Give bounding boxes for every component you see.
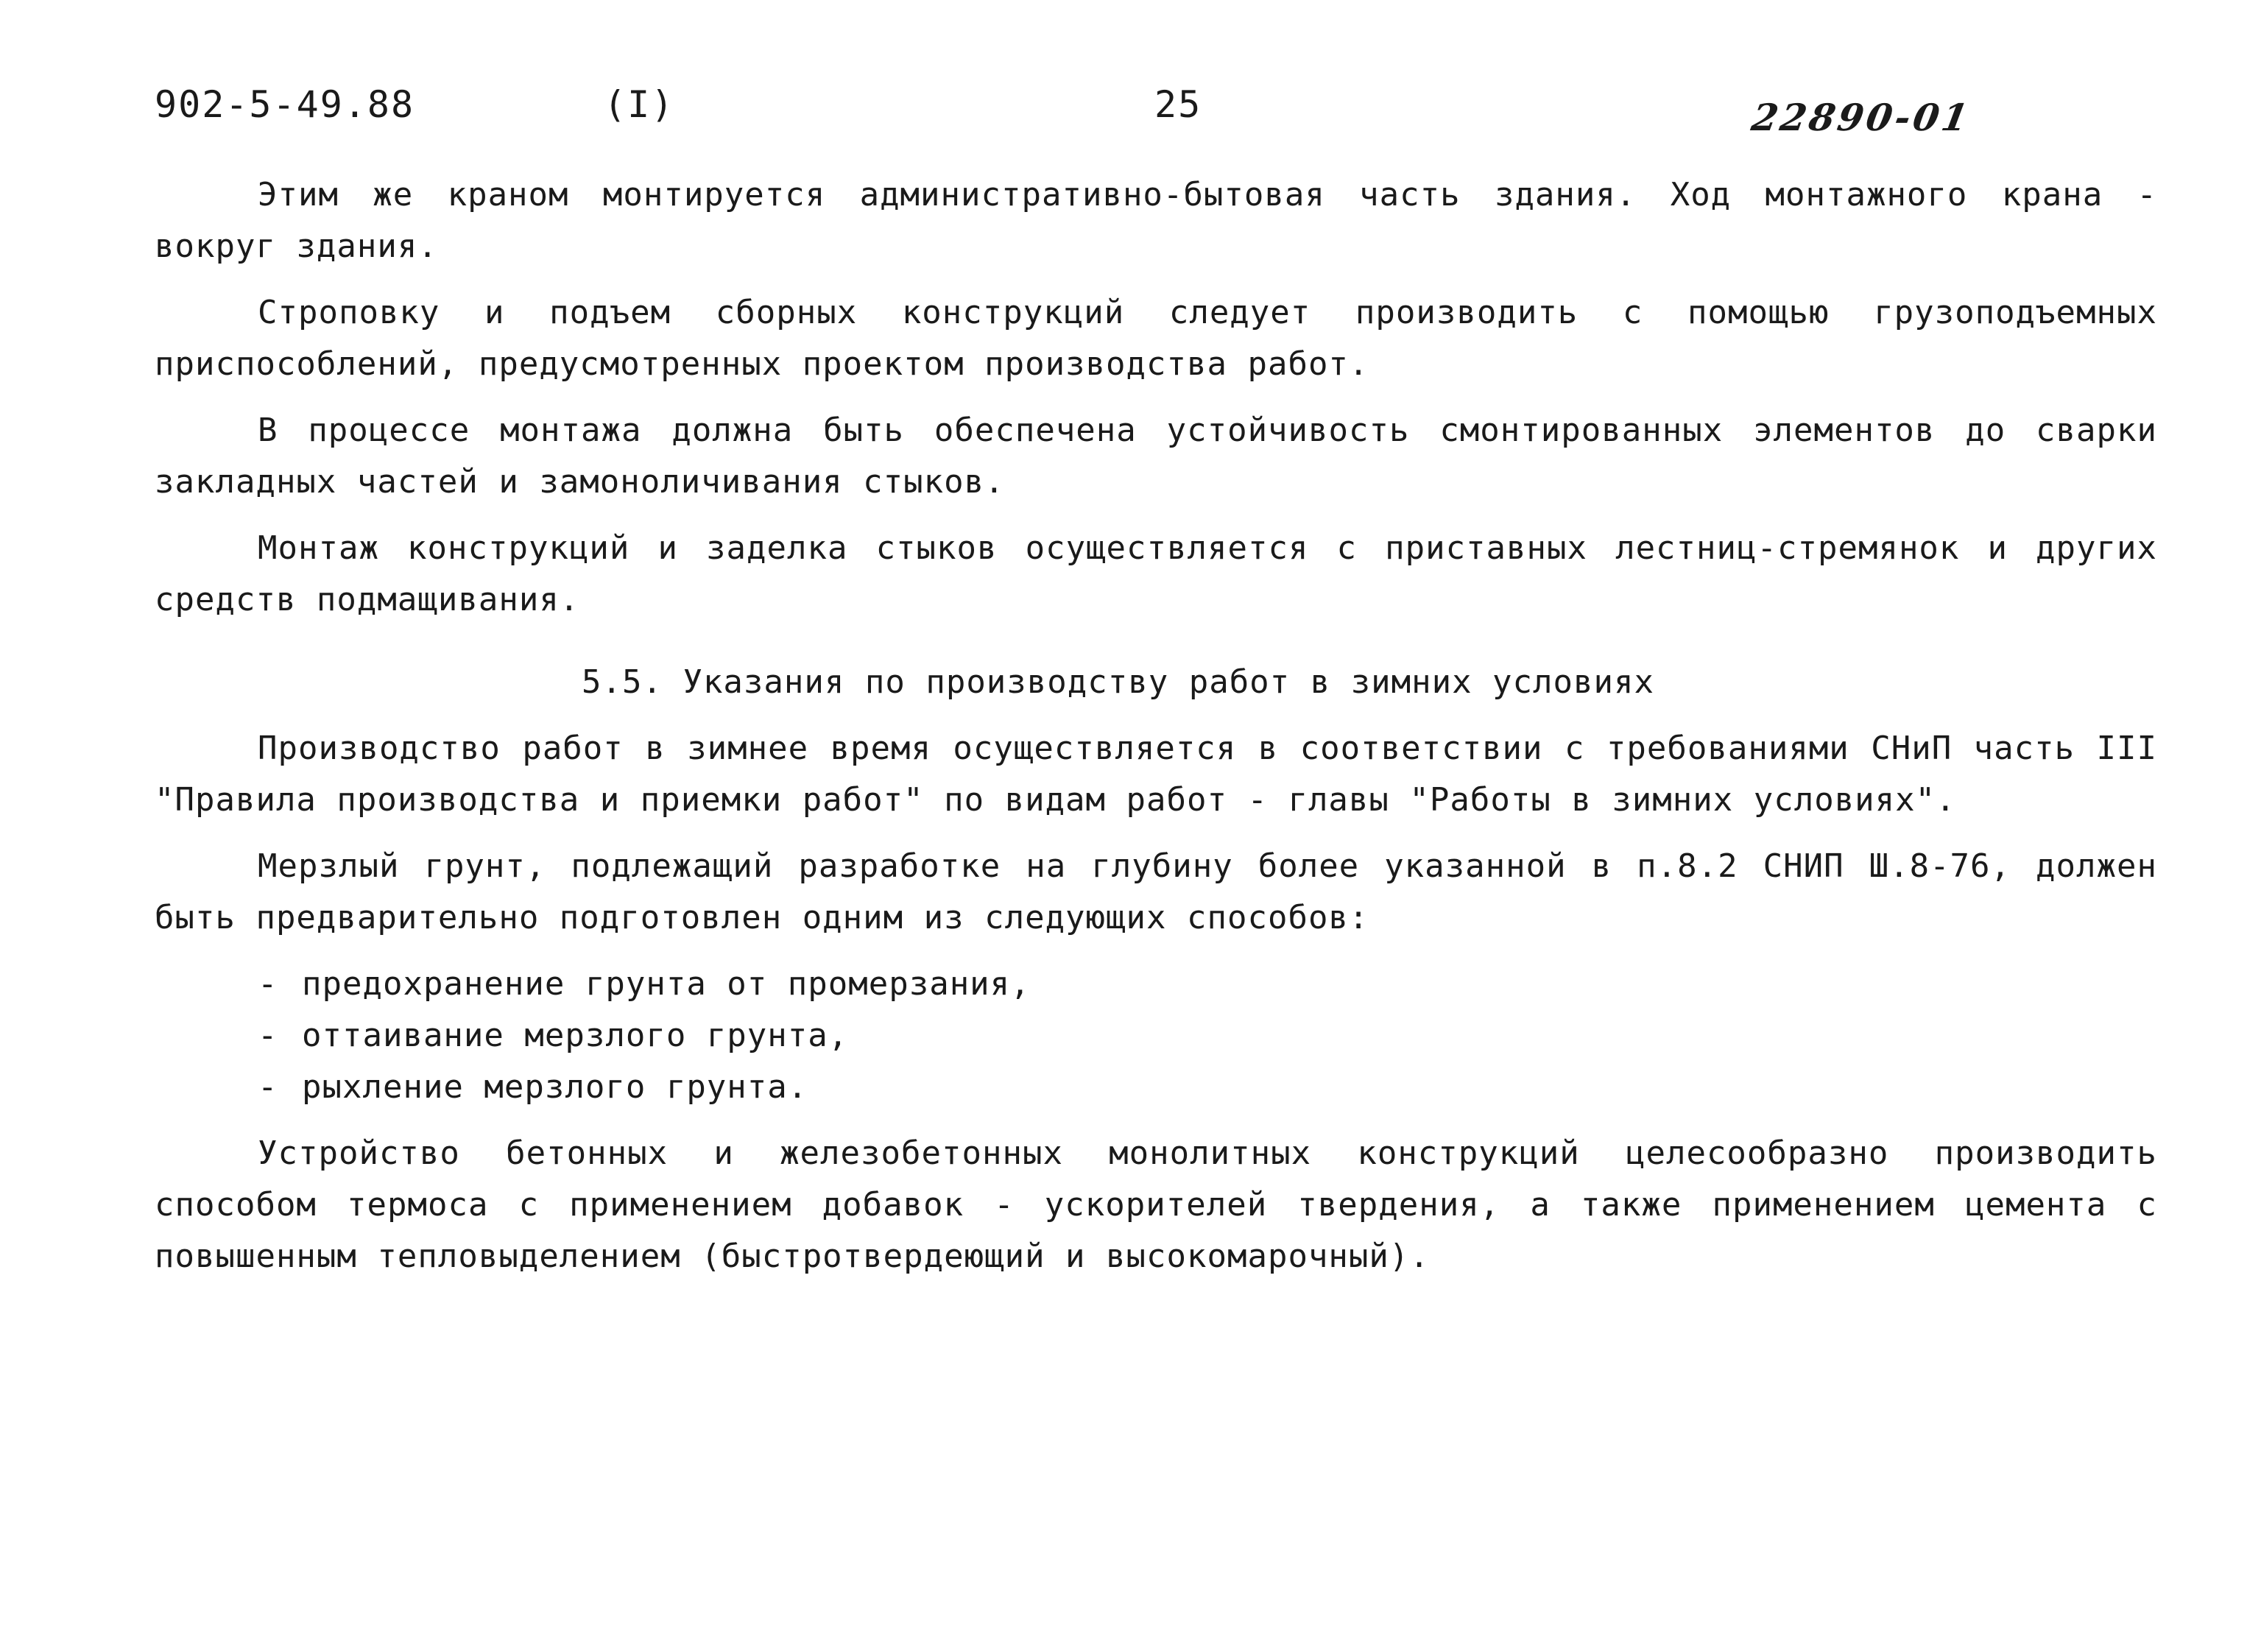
list-item [155,1010,2157,1062]
paragraph: Устройство бетонных и железобетонных монолитных конструкций целесообразно производить способом термоса с применением добавок - ускорителей твердения, а также применением цемента с повышенным тепловыделением (быстротвердеющий и высокомарочный). [155,1134,2157,1275]
document-body [155,169,2157,1297]
paragraph: Мерзлый грунт, подлежащий разработке на глубину более указанной в п.8.2 СНИП Ш.8-76, должен быть предварительно подготовлен одним из следующих способов: [155,847,2157,936]
list-item-text: оттаивание мерзлого грунта, [302,1017,849,1054]
list-item-text: предохранение грунта от промерзания, [302,965,1031,1003]
list-item-text: рыхление мерзлого грунта. [302,1068,808,1106]
paragraph: Этим же краном монтируется административно-бытовая часть здания. Ход монтажного крана - вокруг здания. [155,176,2157,265]
list-item [155,959,2157,1010]
methods-list [155,959,2157,1113]
document-code: 902-5-49.88 [155,83,415,126]
paragraph: В процессе монтажа должна быть обеспечена устойчивость смонтированных элементов до сварки закладных частей и замоноличивания стыков. [155,412,2157,501]
paragraph: Монтаж конструкций и заделка стыков осуществляется с приставных лестниц-стремянок и других средств подмащивания. [155,529,2157,618]
paragraph: Строповку и подъем сборных конструкций следует производить с помощью грузоподъемных приспособлений, предусмотренных проектом производства работ. [155,294,2157,383]
section-title: 5.5. Указания по производству работ в зимних условиях [582,663,1654,701]
list-marker: - [258,1017,278,1054]
page-number: 25 [1154,83,1202,126]
list-marker: - [258,965,278,1003]
paragraph: Производство работ в зимнее время осуществляется в соответствии с требованиями СНиП часть III "Правила производства и приемки работ" по видам работ - главы "Работы в зимних условиях". [155,730,2157,819]
list-item [155,1062,2157,1113]
handwritten-stamp: 22890-01 [1748,96,1975,139]
sheet-number: (I) [604,83,675,126]
list-marker: - [258,1068,278,1106]
